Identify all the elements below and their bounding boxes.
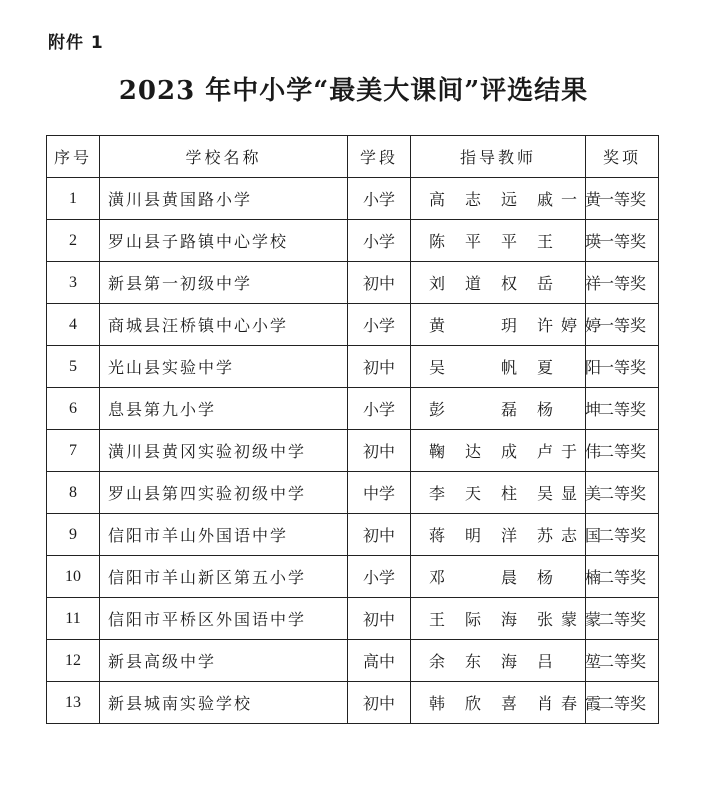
instructor-name-1: 吴 帆 [429,358,517,377]
instructor-name-1: 彭 磊 [429,400,517,419]
column-header-no: 序号 [47,136,100,178]
instructor-cell [411,220,601,262]
row-number: 10 [47,556,100,598]
row-number: 3 [47,262,100,304]
instructor-name-1: 余东海 [429,652,517,671]
table-row [47,304,659,346]
column-header-teachers: 指导教师 [411,136,586,178]
school-name: 新县第一初级中学 [100,262,348,304]
row-number: 5 [47,346,100,388]
instructor-cell [411,472,601,514]
school-name: 潢川县黄国路小学 [100,178,348,220]
school-name: 息县第九小学 [100,388,348,430]
award-level: 二等奖 [586,388,659,430]
school-stage: 高中 [348,640,411,682]
school-stage: 小学 [348,556,411,598]
award-level: 二等奖 [586,556,659,598]
table-row [47,430,659,472]
instructor-name-2: 张蒙蒙 [537,610,601,629]
instructor-cell [411,556,601,598]
table-header-row [47,136,659,178]
instructor-cell [411,304,601,346]
row-number: 11 [47,598,100,640]
table-row [47,388,659,430]
instructor-cell [411,640,601,682]
instructor-cell [411,514,601,556]
instructor-name-2: 杨 楠 [537,568,601,587]
instructor-name-1: 黄 玥 [429,316,517,335]
table-row [47,262,659,304]
results-table [46,135,659,724]
school-name: 新县城南实验学校 [100,682,348,724]
school-stage: 初中 [348,682,411,724]
column-header-award: 奖项 [586,136,659,178]
school-stage: 小学 [348,220,411,262]
instructor-name-1: 鞠达成 [429,442,517,461]
instructor-name-2: 许婷婷 [537,316,601,335]
instructor-cell [411,598,601,640]
instructor-name-2: 吴显美 [537,484,601,503]
award-level: 一等奖 [586,304,659,346]
award-level: 一等奖 [586,178,659,220]
instructor-name-1: 邓 晨 [429,568,517,587]
instructor-cell [411,682,601,724]
row-number: 4 [47,304,100,346]
table-row [47,640,659,682]
table-row [47,682,659,724]
school-name: 潢川县黄冈实验初级中学 [100,430,348,472]
instructor-name-1: 韩欣喜 [429,694,517,713]
instructor-name-2: 肖春霞 [537,694,601,713]
table-row [47,472,659,514]
row-number: 1 [47,178,100,220]
school-name: 罗山县子路镇中心学校 [100,220,348,262]
instructor-cell [411,346,601,388]
school-stage: 中学 [348,472,411,514]
row-number: 7 [47,430,100,472]
instructor-name-2: 苏志国 [537,526,601,545]
award-level: 二等奖 [586,472,659,514]
instructor-name-1: 李天柱 [429,484,517,503]
row-number: 2 [47,220,100,262]
instructor-name-1: 蒋明洋 [429,526,517,545]
instructor-cell [411,430,601,472]
school-stage: 初中 [348,262,411,304]
instructor-name-2: 岳 祥 [537,274,601,293]
award-level: 一等奖 [586,262,659,304]
table-row [47,514,659,556]
school-name: 信阳市平桥区外国语中学 [100,598,348,640]
award-level: 二等奖 [586,514,659,556]
school-stage: 初中 [348,598,411,640]
row-number: 6 [47,388,100,430]
table-row [47,220,659,262]
table-row [47,598,659,640]
attachment-label: 附件 1 [48,33,104,53]
instructor-name-1: 刘道权 [429,274,517,293]
award-level: 二等奖 [586,598,659,640]
school-stage: 小学 [348,178,411,220]
school-stage: 小学 [348,304,411,346]
school-stage: 初中 [348,346,411,388]
row-number: 13 [47,682,100,724]
school-name: 信阳市羊山外国语中学 [100,514,348,556]
instructor-name-2: 夏 阳 [537,358,601,377]
school-name: 罗山县第四实验初级中学 [100,472,348,514]
instructor-name-2: 卢于伟 [537,442,601,461]
instructor-cell [411,262,601,304]
award-level: 二等奖 [586,430,659,472]
instructor-name-2: 戚一黄 [537,190,601,209]
school-stage: 小学 [348,388,411,430]
column-header-stage: 学段 [348,136,411,178]
instructor-name-2: 王 瑛 [537,232,601,251]
instructor-name-2: 杨 坤 [537,400,601,419]
row-number: 12 [47,640,100,682]
table-body [47,178,659,724]
school-stage: 初中 [348,514,411,556]
school-stage: 初中 [348,430,411,472]
instructor-cell [411,178,601,220]
school-name: 商城县汪桥镇中心小学 [100,304,348,346]
instructor-name-1: 陈平平 [429,232,517,251]
row-number: 9 [47,514,100,556]
award-level: 二等奖 [586,682,659,724]
school-name: 光山县实验中学 [100,346,348,388]
school-name: 新县高级中学 [100,640,348,682]
instructor-name-1: 王际海 [429,610,517,629]
table-row [47,346,659,388]
school-name: 信阳市羊山新区第五小学 [100,556,348,598]
instructor-name-1: 高志远 [429,190,517,209]
award-level: 一等奖 [586,220,659,262]
document-title: 2023 年中小学“最美大课间”评选结果 [118,76,589,106]
column-header-school: 学校名称 [100,136,348,178]
table-row [47,556,659,598]
instructor-name-2: 吕 堃 [537,652,601,671]
instructor-cell [411,388,601,430]
row-number: 8 [47,472,100,514]
award-level: 一等奖 [586,346,659,388]
table-row [47,178,659,220]
award-level: 二等奖 [586,640,659,682]
